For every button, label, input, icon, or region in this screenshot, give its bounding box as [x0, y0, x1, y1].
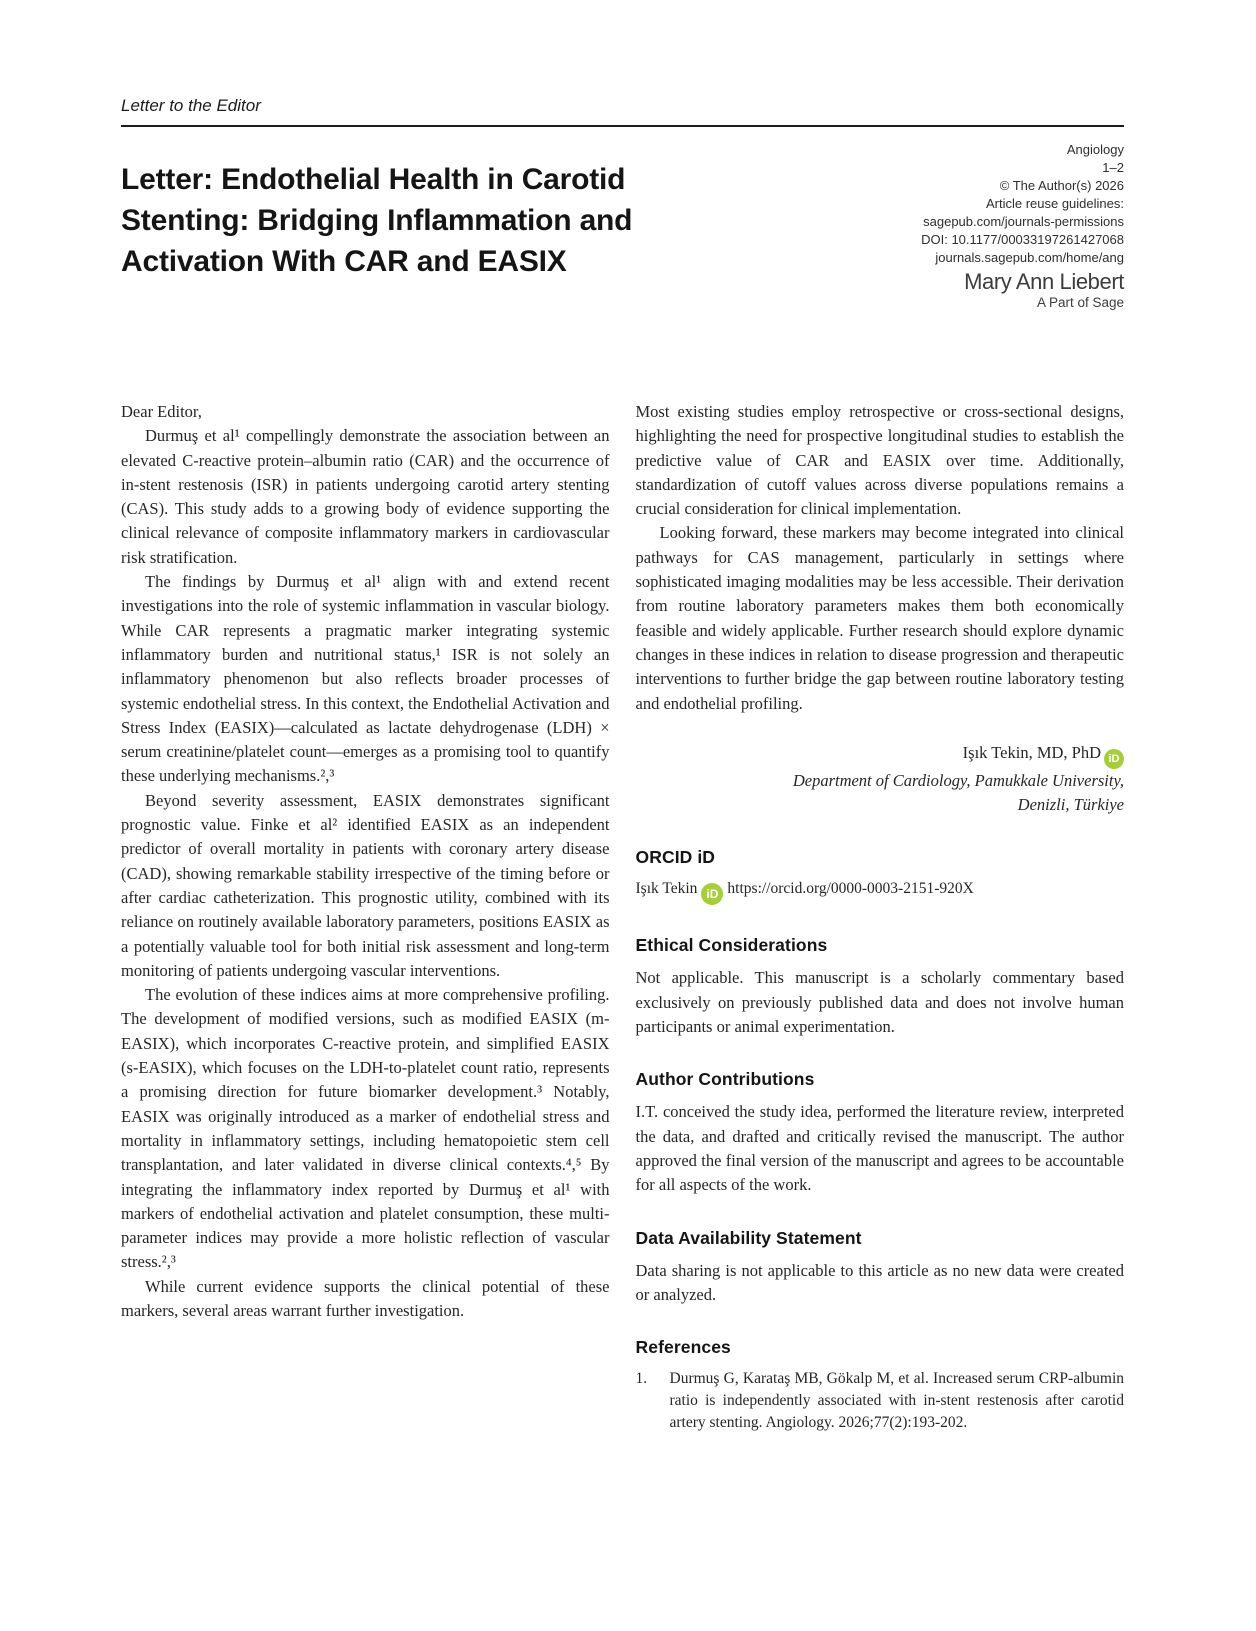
two-column-body: [121, 400, 1124, 1434]
journal-meta-block: [781, 141, 1124, 312]
body-paragraph: Beyond severity assessment, EASIX demonstrates significant prognostic value. Finke et al² identified EASIX as an independent predictor of overall mortality in patients with coronary artery disease (CAD), showing remarkable stability irrespective of the timing before or after cardiac catheterization. This prognostic utility, combined with its reliance on routinely available laboratory parameters, positions EASIX as a potentially valuable tool for both initial risk assessment and long-term monitoring of patients undergoing vascular interventions.: [121, 790, 610, 980]
references-section-heading: References: [635, 1337, 731, 1358]
salutation: Dear Editor,: [121, 402, 202, 421]
title-row: [121, 127, 1124, 312]
body-paragraph: The findings by Durmuş et al¹ align with and extend recent investigations into the role of systemic inflammation in vascular biology. While CAR represents a pragmatic marker integrating systemic inflammatory burden and nutritional status,¹ ISR is not solely an inflammatory phenomenon but also reflects broader processes of systemic endothelial stress. In this context, the Endothelial Activation and Stress Index (EASIX)—calculated as lactate dehydrogenase (LDH) × serum creatinine/platelet count—emerges as a promising tool to quantify these underlying mechanisms.²,³: [121, 572, 610, 786]
author-affiliation-line1: Department of Cardiology, Pamukkale University,: [792, 770, 1124, 790]
left-column: [121, 400, 610, 1434]
reference-text: Durmuş G, Karataş MB, Gökalp M, et al. Increased serum CRP-albumin ratio is independently associated with in-stent restenosis after carotid artery stenting. Angiology. 2026;77(2):193-202.: [669, 1370, 1124, 1431]
data-availability-section-body: Data sharing is not applicable to this article as no new data were created or analyzed.: [635, 1260, 1124, 1304]
ethics-section-heading: Ethical Considerations: [635, 935, 828, 956]
article-title: [121, 159, 781, 282]
article-title-line2: Stenting: Bridging Inflammation and: [121, 204, 633, 237]
copyright-notice: © The Author(s) 2026: [999, 178, 1124, 193]
body-paragraph: Durmuş et al¹ compellingly demonstrate the association between an elevated C-reactive protein–albumin ratio (CAR) and the occurrence of in-stent restenosis (ISR) in patients undergoing carotid artery stenting (CAS). This study adds to a growing body of evidence supporting the clinical relevance of composite inflammatory markers in cardiovascular risk stratification.: [121, 426, 610, 567]
body-paragraph: While current evidence supports the clinical potential of these markers, several areas warrant further investigation.: [121, 1276, 610, 1320]
contributions-section-body: I.T. conceived the study idea, performed the literature review, interpreted the data, and drafted and critically revised the manuscript. The author approved the final version of the manuscript and agrees to be accountable for all aspects of the work.: [635, 1102, 1124, 1195]
publisher-logo: [781, 270, 1124, 312]
body-paragraph: The evolution of these indices aims at more comprehensive profiling. The development of modified versions, such as modified EASIX (m-EASIX), which incorporates C-reactive protein, and simplified EASIX (s-EASIX), which focuses on the LDH-to-platelet count ratio, represents a promising direction for future biomarker development.³ Notably, EASIX was originally introduced as a marker of endothelial stress and mortality in inflammatory settings, including hematopoietic stem cell transplantation, and later validated in diverse clinical contexts.⁴,⁵ By integrating the inflammatory index reported by Durmuş et al¹ with markers of endothelial activation and platelet consumption, these multi-parameter indices may provide a more holistic reflection of vascular stress.²,³: [121, 985, 610, 1272]
reference-number: 1.: [635, 1370, 648, 1388]
author-name-line: [636, 741, 1125, 769]
contributions-section-heading: Author Contributions: [635, 1069, 815, 1090]
orcid-author-name: Işık Tekin: [635, 880, 698, 898]
data-availability-section-heading: Data Availability Statement: [635, 1227, 862, 1248]
author-affiliation-line2: Denizli, Türkiye: [1017, 795, 1124, 815]
orcid-url[interactable]: https://orcid.org/0000-0003-2151-920X: [727, 880, 974, 898]
article-type-label: Letter to the Editor: [121, 96, 261, 115]
reuse-guidelines-link[interactable]: sagepub.com/journals-permissions: [923, 214, 1124, 229]
publisher-tagline: A Part of Sage: [1036, 295, 1124, 310]
article-title-line1: Letter: Endothelial Health in Carotid: [121, 163, 626, 196]
page-header: [121, 96, 1124, 312]
right-column: [636, 400, 1125, 1434]
page-range: 1–2: [1102, 160, 1124, 175]
orcid-icon[interactable]: iD: [1104, 749, 1124, 769]
body-paragraph: Most existing studies employ retrospective or cross-sectional designs, highlighting the need for prospective longitudinal studies to establish the predictive value of CAR and EASIX over time. Additionally, standardization of cutoff values across diverse populations remains a crucial consideration for clinical implementation.: [635, 402, 1124, 519]
orcid-icon[interactable]: iD: [701, 883, 723, 905]
journal-name: Angiology: [1066, 142, 1124, 157]
reference-item: [636, 1368, 1125, 1433]
body-paragraph: Looking forward, these markers may become integrated into clinical pathways for CAS management, particularly in settings where sophisticated imaging modalities may be less accessible. Their derivation from routine laboratory parameters makes them both economically feasible and widely applicable. Further research should explore dynamic changes in these indices in relation to disease progression and therapeutic interventions to further bridge the gap between routine laboratory testing and endothelial profiling.: [635, 523, 1124, 713]
author-name: Işık Tekin, MD, PhD: [962, 742, 1101, 762]
journal-home-link[interactable]: journals.sagepub.com/home/ang: [935, 250, 1124, 265]
doi: DOI: 10.1177/00033197261427068: [921, 232, 1124, 247]
author-signature-block: [636, 741, 1125, 818]
orcid-section-heading: ORCID iD: [635, 847, 716, 868]
orcid-entry: [636, 878, 1125, 905]
ethics-section-body: Not applicable. This manuscript is a scholarly commentary based exclusively on previously published data and does not involve human participants or animal experimentation.: [635, 968, 1124, 1037]
publisher-wordmark: Mary Ann Liebert: [964, 269, 1124, 294]
article-title-line3: Activation With CAR and EASIX: [121, 245, 567, 278]
reuse-guidelines-label: Article reuse guidelines:: [985, 196, 1124, 211]
